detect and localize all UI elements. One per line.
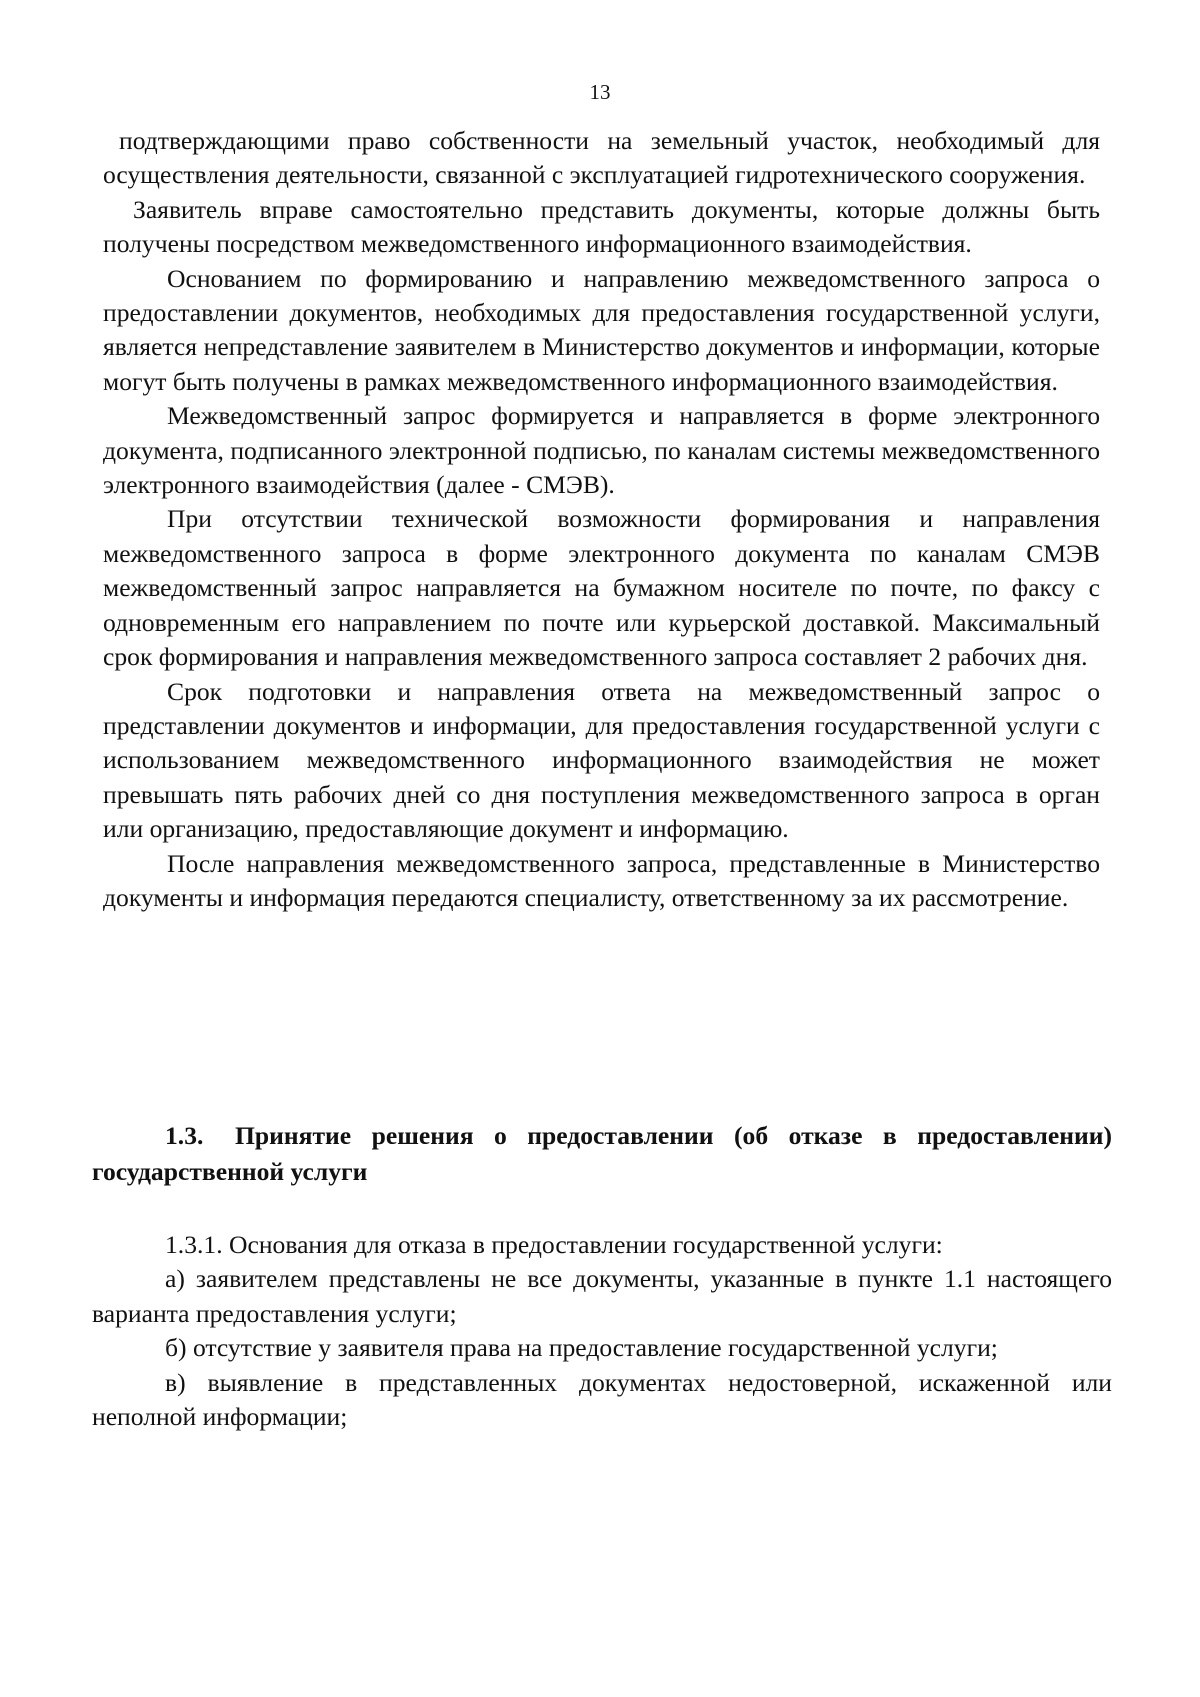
paragraph: Заявитель вправе самостоятельно представить документы, которые должны быть получены посредством межведомственного информационного взаимодействия.: [103, 194, 1100, 259]
section-title: Принятие решения о предоставлении (об отказе в предоставлении) государственной услуги: [92, 1121, 1112, 1186]
page-number: 13: [589, 80, 611, 104]
section-number: 1.3.: [165, 1121, 204, 1150]
paragraph: Основанием по формированию и направлению межведомственного запроса о предоставлении документов, необходимых для предоставления государственной услуги, является непредставление заявителем в Министерство документов и информации, которые могут быть получены в рамках межведомственного информационного взаимодействия.: [103, 263, 1100, 396]
body-text-upper: [103, 124, 1100, 915]
list-item: а) заявителем представлены не все документы, указанные в пункте 1.1 настоящего варианта предоставления услуги;: [92, 1264, 1112, 1328]
paragraph-continuation: подтверждающими право собственности на земельный участок, необходимый для осуществления деятельности, связанной с эксплуатацией гидротехнического сооружения.: [103, 126, 1100, 190]
subsection-intro: 1.3.1. Основания для отказа в предоставлении государственной услуги:: [165, 1230, 943, 1259]
paragraph: Межведомственный запрос формируется и направляется в форме электронного документа, подписанного электронной подписью, по каналам системы межведомственного электронного взаимодействия (далее - СМЭВ).: [103, 401, 1100, 500]
paragraph: После направления межведомственного запроса, представленные в Министерство документы и информация передаются специалисту, ответственному за их рассмотрение.: [103, 848, 1100, 912]
section-heading: [92, 1118, 1112, 1190]
body-text-lower: [92, 1118, 1112, 1434]
paragraph: При отсутствии технической возможности формирования и направления межведомственного запроса в форме электронного документа по каналам СМЭВ межведомственный запрос направляется на бумажном носителе по почте, по факсу с одновременным его направлением по почте или курьерской доставкой. Максимальный срок формирования и направления межведомственного запроса составляет 2 рабочих дня.: [103, 504, 1100, 672]
list-item: б) отсутствие у заявителя права на предоставление государственной услуги;: [165, 1333, 998, 1363]
paragraph: Срок подготовки и направления ответа на межведомственный запрос о представлении документов и информации, для предоставления государственной услуги с использованием межведомственного информационного взаимодействия не может превышать пять рабочих дней со дня поступления межведомственного запроса в орган или организацию, предоставляющие документ и информацию.: [103, 676, 1100, 844]
list-item: в) выявление в представленных документах недостоверной, искаженной или неполной информации;: [92, 1367, 1112, 1432]
